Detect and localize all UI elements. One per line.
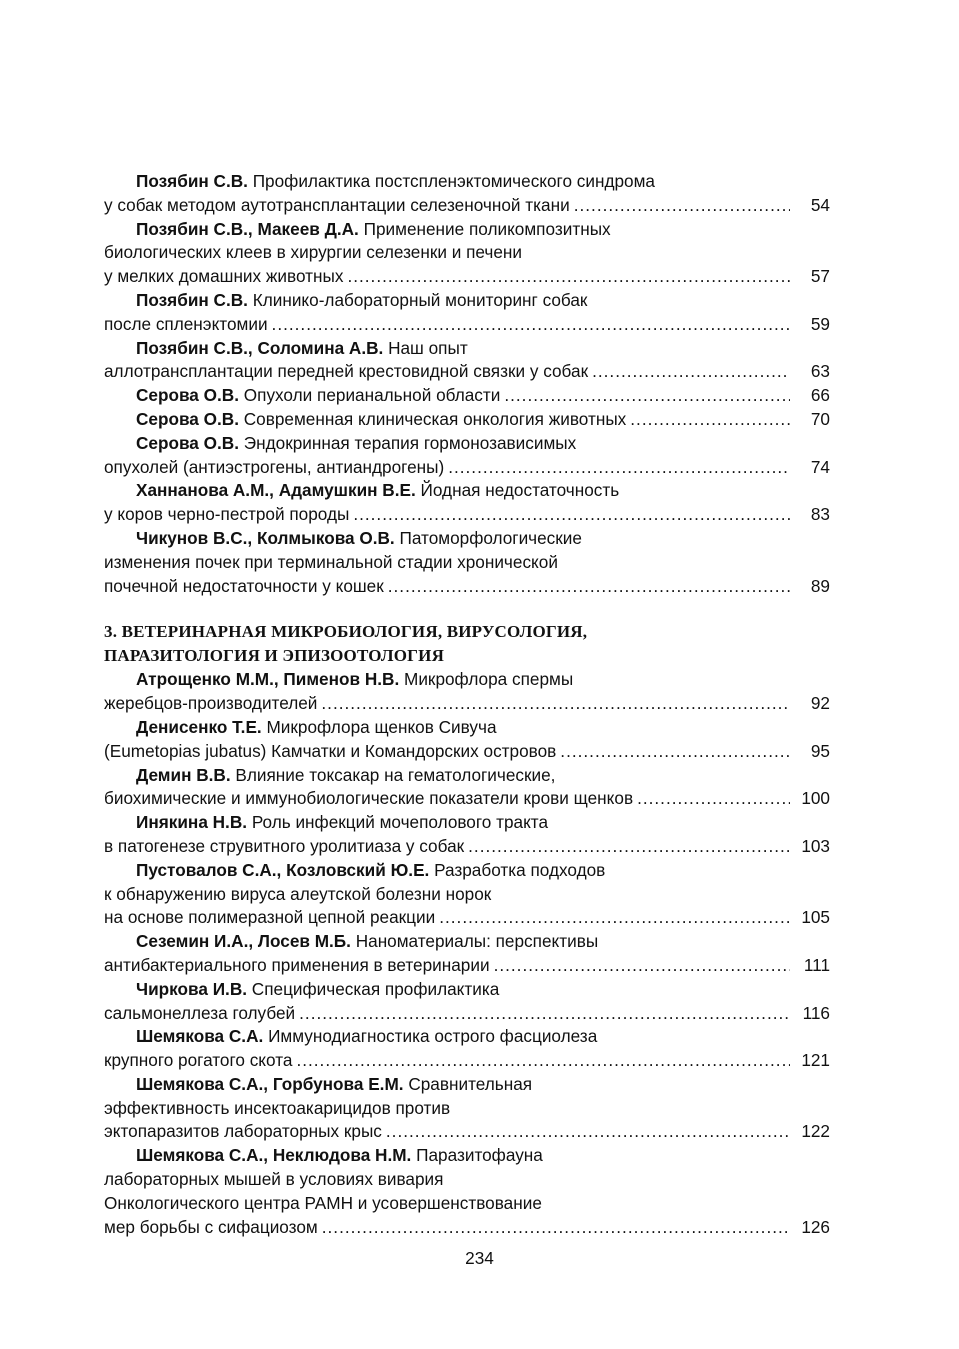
toc-entry-authors: Чиркова И.В. [136,978,248,999]
toc-entry-title-end: крупного рогатого скота [104,1050,293,1071]
toc-entry-first-line [104,1144,830,1168]
leader-dots [439,906,790,930]
toc-entry-page: 57 [810,266,830,287]
toc-entry-title: Сравнительная [408,1073,533,1094]
toc-list-microbiology [104,668,830,1239]
leader-dots [347,265,790,289]
toc-entry-line [104,408,830,432]
leader-dots [448,456,790,480]
toc-entry [104,930,830,978]
toc-entry-page: 105 [801,907,830,928]
toc-entry-page: 100 [801,788,830,809]
toc-entry-page: 74 [810,456,830,477]
toc-entry-first-line [104,811,830,835]
toc-entry-page: 70 [810,408,830,429]
toc-entry-line [104,384,830,408]
leader-dots [630,408,790,432]
toc-entry-title: Влияние токсакар на гематологические, [235,764,556,785]
toc-entry-text [136,384,500,408]
toc-entry-first-line [104,218,830,242]
toc-entry-page: 121 [801,1050,830,1071]
toc-entry-last-line [104,360,830,384]
section-heading [104,620,830,668]
toc-entry [104,337,830,385]
page-number: 234 [465,1248,494,1268]
toc-entry-title: Современная клиническая онкология животных [243,408,627,429]
toc-entry-last-line [104,692,830,716]
toc-entry [104,408,830,432]
toc-entry [104,811,830,859]
leader-dots [560,740,790,764]
toc-entry-last-line [104,954,830,978]
toc-entry [104,716,830,764]
toc-entry-authors: Ханнанова А.М., Адамушкин В.Е. [136,480,416,501]
toc-entry-authors: Атрощенко М.М., Пименов Н.В. [136,669,400,690]
toc-entry-page: 54 [810,194,830,215]
toc-entry-authors: Позябин С.В. [136,289,248,310]
toc-entry-last-line [104,740,830,764]
leader-dots [322,1216,790,1240]
toc-entry-title: Специфическая профилактика [251,978,500,999]
toc-entry-last-line [104,194,830,218]
toc-entry-title: Микрофлора спермы [404,669,574,690]
toc-entry-first-line [104,1073,830,1097]
toc-entry-page: 95 [810,740,830,761]
toc-entry-title: Разработка подходов [434,859,606,880]
toc-entry-title-end: на основе полимеразной цепной реакции [104,907,436,928]
toc-entry-title-end: антибактериального применения в ветеринарии [104,954,490,975]
toc-entry-title-end: в патогенезе струвитного уролитиаза у собак [104,835,465,856]
toc-entry-first-line [104,170,830,194]
toc-entry-last-line [104,906,830,930]
toc-entry-last-line [104,456,830,480]
toc-entry-page: 89 [810,575,830,596]
toc-entry-title: Эндокринная терапия гормонозависимых [243,432,577,453]
toc-entry [104,978,830,1026]
toc-entry-title-line: Онкологического центра РАМН и усовершенствование [104,1192,542,1213]
toc-entry-title-end: после спленэктомии [104,313,268,334]
toc-entry-title-end: у мелких домашних животных [104,266,344,287]
toc-entry-authors: Денисенко Т.Е. [136,716,262,737]
leader-dots [494,954,790,978]
toc-entry-first-line [104,1025,830,1049]
toc-entry-title-end: биохимические и иммунобиологические показатели крови щенков [104,788,634,809]
toc-entry-last-line [104,1120,830,1144]
toc-entry-first-line [104,764,830,788]
toc-entry-first-line [104,337,830,361]
toc-entry-last-line [104,1049,830,1073]
toc-entry-title: Наш опыт [388,337,468,358]
toc-entry-title-line: к обнаружению вируса алеутской болезни норок [104,883,492,904]
leader-dots [468,835,790,859]
toc-entry-title-end: опухолей (антиэстрогены, антиандрогены) [104,456,445,477]
toc-entry-title: Микрофлора щенков Сивуча [266,716,497,737]
leader-dots [299,1002,790,1026]
toc-entry-title: Паразитофауна [416,1145,543,1166]
toc-entry-title: Профилактика постспленэктомического синдрома [252,171,655,191]
toc-entry-title: Патоморфологические [399,527,582,548]
toc-entry-page: 126 [801,1216,830,1237]
toc-entry-authors: Чикунов В.С., Колмыкова О.В. [136,527,395,548]
toc-entry-title: Роль инфекций мочеполового тракта [251,812,549,833]
toc-entry-title-end: мер борьбы с сифациозом [104,1216,318,1237]
toc-entry-first-line [104,527,830,551]
toc-entry [104,859,830,930]
toc-entry-authors: Позябин С.В., Соломина А.В. [136,337,384,358]
toc-entry-last-line [104,313,830,337]
section-heading-line-1: 3. ВЕТЕРИНАРНАЯ МИКРОБИОЛОГИЯ, ВИРУСОЛОГИЯ, [104,622,588,642]
toc-entry-title-line: лабораторных мышей в условиях вивария [104,1169,444,1190]
toc-entry-authors: Позябин С.В., Макеев Д.А. [136,218,359,239]
toc-entry-first-line [104,479,830,503]
section-heading-line-2: ПАРАЗИТОЛОГИЯ И ЭПИЗООТОЛОГИЯ [104,646,445,666]
toc-entry [104,527,830,598]
toc-list-veterinary-surgery [104,170,830,598]
toc-entry-last-line [104,1216,830,1240]
toc-entry-page: 83 [810,504,830,525]
toc-entry [104,479,830,527]
toc-entry-page: 63 [810,361,830,382]
leader-dots [386,1120,790,1144]
toc-entry-page: 66 [810,385,830,406]
toc-entry-page: 116 [802,1002,830,1023]
toc-entry-title: Йодная недостаточность [420,480,620,501]
leader-dots [574,194,790,218]
leader-dots [592,360,790,384]
toc-entry-page: 122 [801,1121,830,1142]
leader-dots [321,692,790,716]
toc-entry [104,218,830,289]
toc-entry-authors: Демин В.В. [136,764,231,785]
toc-entry-title: Иммунодиагностика острого фасциолеза [268,1026,598,1047]
leader-dots [504,384,790,408]
toc-entry-last-line [104,787,830,811]
toc-entry-first-line [104,289,830,313]
toc-entry-first-line [104,978,830,1002]
toc-entry-text [136,408,626,432]
leader-dots [353,503,790,527]
toc-entry-title-line: эффективность инсектоакарицидов против [104,1097,451,1118]
toc-entry-title: Наноматериалы: перспективы [355,931,599,952]
toc-entry-first-line [104,432,830,456]
toc-entry-authors: Серова О.В. [136,432,239,453]
toc-entry-authors: Серова О.В. [136,385,239,406]
leader-dots [388,575,790,599]
toc-entry-first-line [104,930,830,954]
leader-dots [272,313,790,337]
toc-entry-authors: Сеземин И.А., Лосев М.Б. [136,931,351,952]
toc-entry-title-end: (Eumetopias jubatus) Камчатки и Командорских островов [104,740,557,761]
toc-entry-title-line: биологических клеев в хирургии селезенки и печени [104,242,523,263]
toc-entry-authors: Шемякова С.А., Неклюдова Н.М. [136,1145,412,1166]
toc-entry-title-end: аллотрансплантации передней крестовидной связки у собак [104,361,589,382]
table-of-contents [104,170,830,1239]
toc-entry-authors: Позябин С.В. [136,171,248,191]
toc-entry-authors: Серова О.В. [136,408,239,429]
toc-entry [104,668,830,716]
toc-entry-title-end: жеребцов-производителей [104,693,318,714]
toc-entry-last-line [104,503,830,527]
toc-entry-authors: Шемякова С.А., Горбунова Е.М. [136,1073,404,1094]
toc-entry [104,289,830,337]
toc-entry [104,1144,830,1239]
toc-entry [104,1073,830,1144]
toc-entry-authors: Пустовалов С.А., Козловский Ю.Е. [136,859,430,880]
toc-entry-page: 92 [810,693,830,714]
leader-dots [296,1049,790,1073]
toc-entry-last-line [104,575,830,599]
toc-entry-first-line [104,716,830,740]
toc-entry-title: Применение поликомпозитных [363,218,611,239]
toc-entry-title-end: эктопаразитов лабораторных крыс [104,1121,382,1142]
toc-entry-authors: Инякина Н.В. [136,812,248,833]
toc-entry-authors: Шемякова С.А. [136,1026,264,1047]
toc-entry-last-line [104,265,830,289]
toc-entry-first-line [104,668,830,692]
toc-entry [104,432,830,480]
toc-entry-title-end: почечной недостаточности у кошек [104,575,384,596]
toc-entry-title-end: у коров черно-пестрой породы [104,504,350,525]
leader-dots [637,787,790,811]
toc-entry-page: 103 [801,835,830,856]
toc-entry-title-end: у собак методом аутотрансплантации селезеночной ткани [104,194,570,215]
toc-entry-page: 111 [803,954,830,975]
toc-entry-last-line [104,835,830,859]
toc-entry-first-line [104,859,830,883]
toc-entry [104,764,830,812]
toc-entry-title-line: изменения почек при терминальной стадии хронической [104,551,558,572]
toc-entry [104,1025,830,1073]
toc-entry-page: 59 [810,313,830,334]
toc-entry [104,170,830,218]
toc-entry-title: Опухоли перианальной области [243,385,501,406]
toc-entry [104,384,830,408]
toc-entry-title: Клинико-лабораторный мониторинг собак [252,289,588,310]
toc-entry-title-end: сальмонеллеза голубей [104,1002,296,1023]
toc-entry-last-line [104,1002,830,1026]
